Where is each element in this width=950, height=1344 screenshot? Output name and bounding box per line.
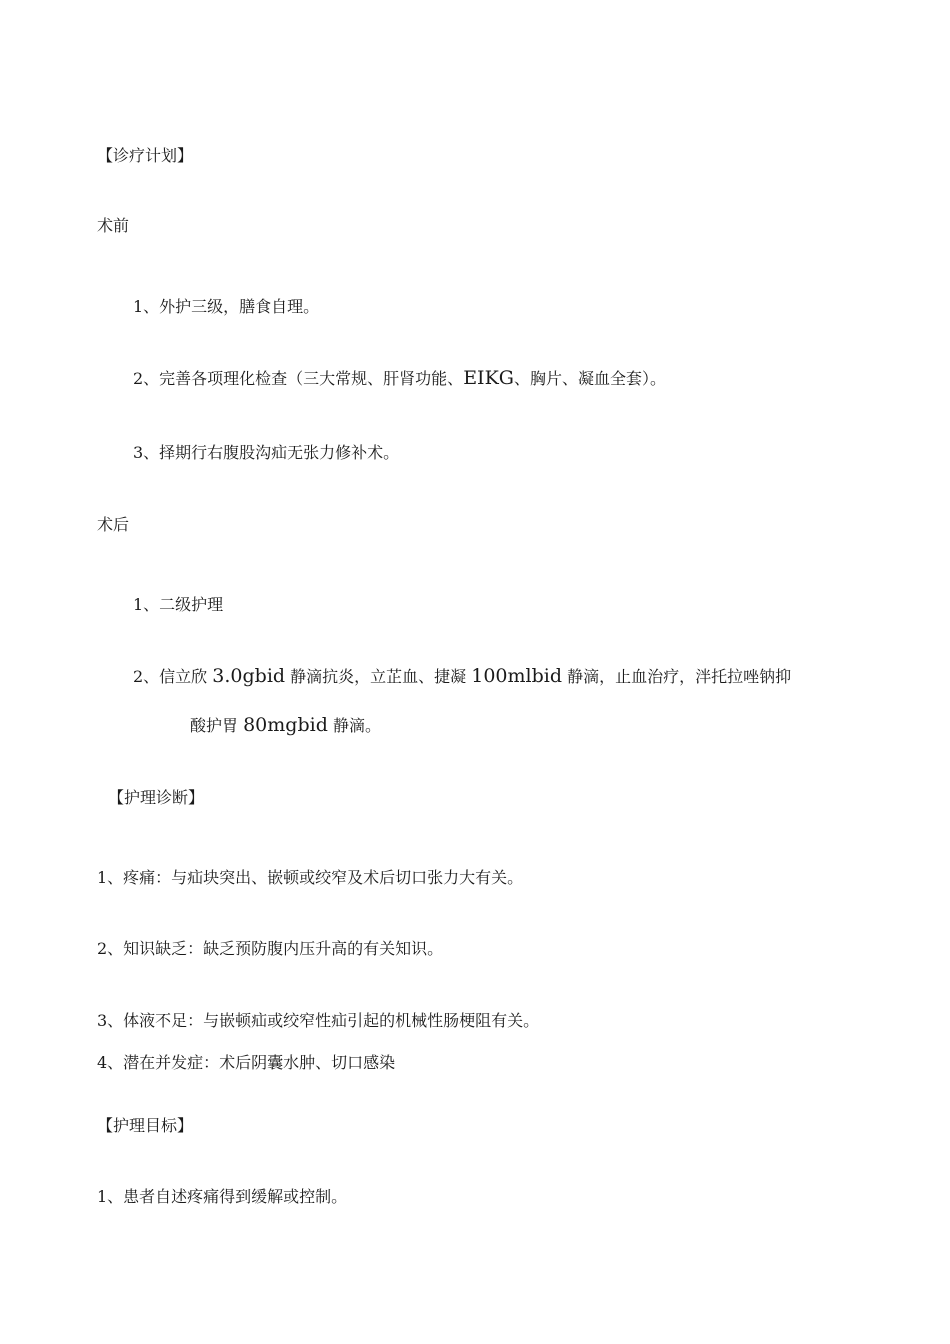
pre-op-item-2-text: 2、完善各项理化检查（三大常规、肝肾功能、 — [133, 369, 464, 388]
post-op-item-2-text-e: 静滴，止血治疗，泮托拉唑钠抑 — [562, 667, 792, 686]
nursing-goal-item-1: 1、患者自述疼痛得到缓解或控制。 — [97, 1187, 348, 1206]
post-op-dose-1: 3.0gbid — [212, 665, 286, 687]
post-op-heading: 术后 — [97, 515, 130, 534]
nursing-diagnosis-item-1: 1、疼痛：与疝块突出、嵌顿或绞窄及术后切口张力大有关。 — [97, 868, 524, 887]
nursing-diagnosis-item-3: 3、体液不足：与嵌顿疝或绞窄性疝引起的机械性肠梗阻有关。 — [97, 1011, 540, 1030]
post-op-item-2-text-a: 2、信立欣 — [133, 667, 213, 686]
pre-op-item-2 — [133, 368, 666, 389]
post-op-dose-3: 80mgbid — [243, 714, 328, 736]
post-op-item-2-text-g: 静滴。 — [327, 716, 381, 735]
post-op-item-2-text-f: 酸护胃 — [190, 716, 244, 735]
post-op-item-1: 1、二级护理 — [133, 595, 224, 614]
pre-op-item-1: 1、外护三级，膳食自理。 — [133, 297, 320, 316]
post-op-dose-2: 100mlbid — [471, 665, 563, 687]
post-op-item-2-line-1 — [133, 666, 791, 687]
pre-op-item-2-ecg: EIKG — [463, 367, 514, 389]
nursing-diagnosis-item-4: 4、潜在并发症：术后阴囊水肿、切口感染 — [97, 1053, 396, 1072]
pre-op-heading: 术前 — [97, 216, 130, 235]
post-op-item-2-text-c: 静滴抗炎，立芷血、捷凝 — [285, 667, 472, 686]
post-op-item-2-line-2 — [190, 715, 381, 736]
plan-heading: 【诊疗计划】 — [97, 146, 194, 165]
pre-op-item-3: 3、择期行右腹股沟疝无张力修补术。 — [133, 443, 400, 462]
nursing-diagnosis-heading: 【护理诊断】 — [108, 788, 205, 807]
nursing-diagnosis-item-2: 2、知识缺乏：缺乏预防腹内压升高的有关知识。 — [97, 939, 444, 958]
pre-op-item-2-text-end: 、胸片、凝血全套）。 — [513, 369, 666, 388]
nursing-goal-heading: 【护理目标】 — [97, 1116, 194, 1135]
